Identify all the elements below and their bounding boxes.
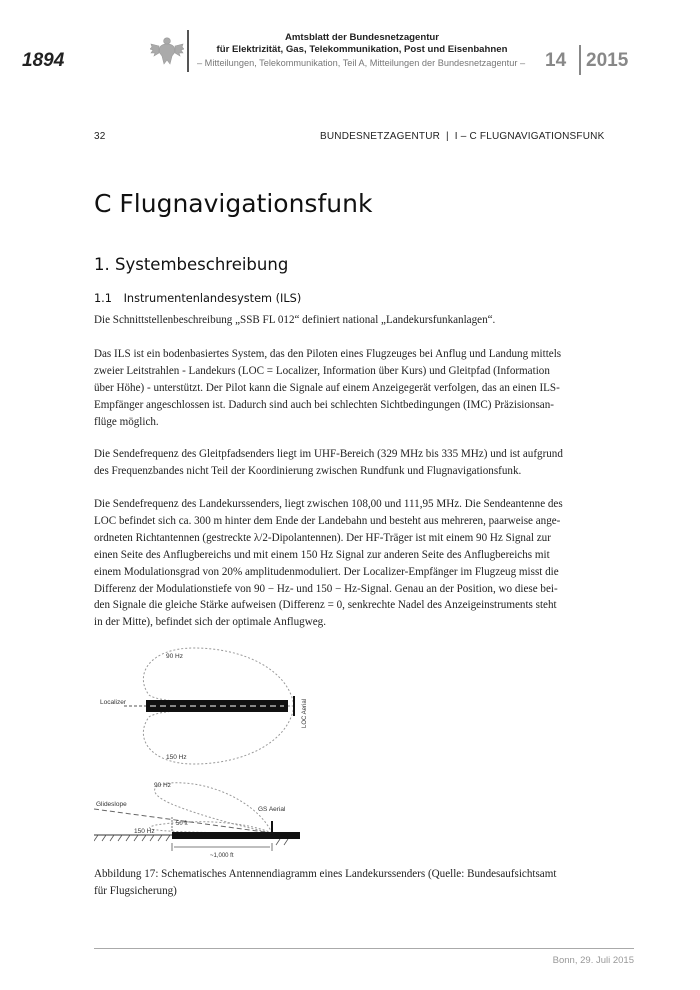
paragraph-line: Das ILS ist ein bodenbasiertes System, das den Piloten eines Flugzeuges bei Anflug und Landung mittels <box>94 348 562 360</box>
subsection-title: Instrumentenlandesystem (ILS) <box>123 292 302 305</box>
gazette-page-number: 1894 <box>22 50 65 71</box>
paragraph-line: Empfänger angeschlossen ist. Dadurch sind auch bei schlechten Sichtbedingungen (IMC) Präzisionsan- <box>94 398 554 411</box>
glideslope-diagram <box>94 775 314 865</box>
caption-line: für Flugsicherung) <box>94 885 177 897</box>
paragraph-line: einem Modulationsgrad von 20% amplitudenmoduliert. Der Localizer-Empfänger im Flugzeug misst die <box>94 565 559 578</box>
gs-label-1000ft: ~1,000 ft <box>210 853 234 859</box>
section-number: 1. <box>94 255 110 274</box>
gs-label-90hz: 90 Hz <box>154 782 171 789</box>
paragraph-line: flüge möglich. <box>94 415 159 428</box>
label-loc-aerial: LOC Aerial <box>302 698 308 728</box>
gazette-title-line2: für Elektrizität, Gas, Telekommunikation, Post und Eisenbahnen <box>216 44 508 55</box>
running-header-page: 32 <box>94 131 106 142</box>
paragraph-line: zweier Leitstrahlen - Landekurs (LOC = Localizer, Information über Kurs) und Gleitpfad (Information <box>94 364 550 377</box>
running-header-section: BUNDESNETZAGENTUR | I – C FLUGNAVIGATIONSFUNK <box>320 131 605 142</box>
paragraph-3 <box>94 446 592 480</box>
gs-label-aerial: GS Aerial <box>258 806 286 813</box>
header-divider <box>187 30 189 72</box>
issue-number: 14 <box>545 50 567 71</box>
paragraph-1: Die Schnittstellenbeschreibung „SSB FL 012“ definiert national „Landekursfunkanlagen“. <box>94 314 496 326</box>
issue-divider <box>579 45 581 75</box>
paragraph-line: über Höhe) - unterstützt. Der Pilot kann die Signale auf einem Anzeigegerät verfolgen, das an einen ILS- <box>94 381 560 394</box>
paragraph-line: Die Sendefrequenz des Landekurssenders, liegt zwischen 108,00 und 111,95 MHz. Die Sendeantenne des <box>94 498 563 510</box>
issue-year: 2015 <box>586 50 629 71</box>
runway <box>146 700 288 712</box>
gazette-title-line1: Amtsblatt der Bundesnetzagentur <box>284 32 440 43</box>
paragraph-line: in der Mitte), befindet sich der optimale Anflugweg. <box>94 616 326 629</box>
paragraph-4 <box>94 496 592 631</box>
gazette-title <box>200 32 524 56</box>
paragraph-2 <box>94 346 592 431</box>
footer-rule <box>94 948 634 949</box>
subsection-number: 1.1 <box>94 292 112 305</box>
section-heading <box>94 255 288 274</box>
gs-runway <box>172 832 300 839</box>
paragraph-line: ordneten Richtantennen (gestreckte λ/2-Dipolantennen). Der HF-Träger ist mit einem 90 Hz Signal zur <box>94 531 551 544</box>
footer-place-date: Bonn, 29. Juli 2015 <box>552 955 634 966</box>
paragraph-line: den Signale die gleiche Stärke aufweisen (Differenz = 0, senkrechte Nadel des Anzeigeinstruments steht <box>94 599 557 612</box>
gs-label-50ft: 50 ft <box>176 821 188 827</box>
subsection-heading <box>94 292 301 305</box>
paragraph-line: Die Sendefrequenz des Gleitpfadsenders liegt im UHF-Bereich (329 MHz bis 335 MHz) und ist aufgrund <box>94 448 563 460</box>
label-localizer: Localizer <box>100 699 127 706</box>
paragraph-line: einen Seite des Anflugbereichs und mit einem 150 Hz Signal zur anderen Seite des Anflugbereichs mit <box>94 548 550 561</box>
gs-label-glideslope: Glideslope <box>96 801 127 808</box>
label-90hz: 90 Hz <box>166 653 183 660</box>
section-title: Systembeschreibung <box>115 255 289 274</box>
label-150hz: 150 Hz <box>166 754 187 761</box>
federal-eagle-icon <box>150 34 184 68</box>
localizer-diagram <box>94 640 324 770</box>
gs-label-150hz: 150 Hz <box>134 828 155 835</box>
chapter-title: C Flugnavigationsfunk <box>94 189 373 218</box>
gs-lobe-150hz <box>150 822 272 833</box>
paragraph-line: des Frequenzbandes nicht Teil der Koordinierung zwischen Rundfunk und Flugnavigationsfunk. <box>94 464 522 477</box>
paragraph-line: LOC befindet sich ca. 300 m hinter dem Ende der Landebahn und besteht aus mehreren, paarweise ange- <box>94 514 561 527</box>
caption-line: Abbildung 17: Schematisches Antennendiagramm eines Landekurssenders (Quelle: Bundesaufsichtsamt <box>94 868 557 880</box>
gazette-subtitle: – Mitteilungen, Telekommunikation, Teil A, Mitteilungen der Bundesnetzagentur – <box>197 58 526 68</box>
figure-caption <box>94 866 592 900</box>
paragraph-line: Differenz der Modulationstiefe von 90 − Hz- und 150 − Hz-Signal. Genau an der Position, wo diese bei- <box>94 582 558 595</box>
